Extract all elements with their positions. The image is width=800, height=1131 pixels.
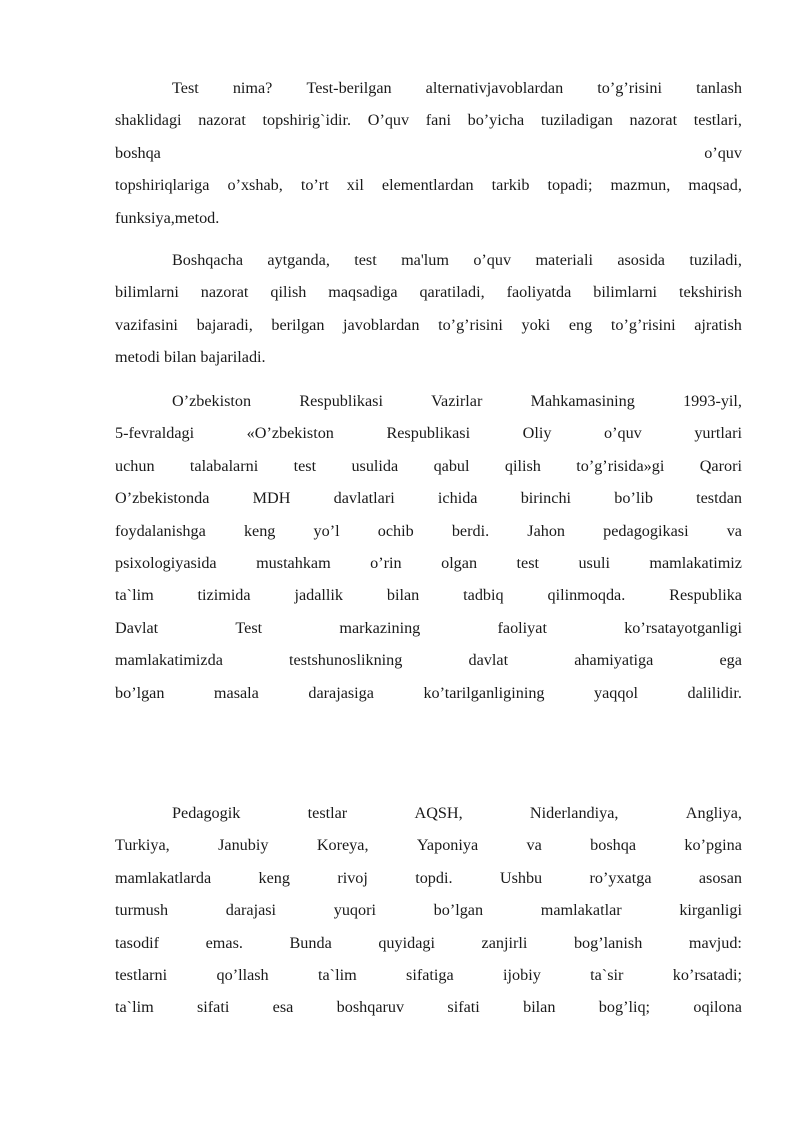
paragraph-line: Davlat Test markazining faoliyat ko’rsatayotganligi [115, 618, 742, 637]
paragraph-line: ta`lim tizimida jadallik bilan tadbiq qilinmoqda. Respublika [115, 586, 742, 605]
paragraph-line: tasodif emas. Bunda quyidagi zanjirli bog’lanish mavjud: [115, 933, 742, 952]
paragraph-line: Turkiya, Janubiy Koreya, Yaponiya va boshqa ko’pgina [115, 836, 742, 855]
paragraph-3 [115, 385, 742, 709]
paragraph-line: Test nima? Test-berilgan alternativjavoblardan to’g’risini tanlash [172, 79, 742, 97]
paragraph-line: funksiya,metod. [115, 208, 220, 227]
paragraph-line: bo’lgan masala darajasiga ko’tarilganligining yaqqol dalilidir. [115, 683, 742, 702]
paragraph-line: shaklidagi nazorat topshirig`idir. O’quv fani bo’yicha tuziladigan nazorat testlari, [115, 111, 742, 130]
paragraph-line: O’zbekiston Respublikasi Vazirlar Mahkamasining 1993-yil, [172, 392, 742, 410]
paragraph-line: testlarni qo’llash ta`lim sifatiga ijobiy ta`sir ko’rsatadi; [115, 965, 742, 984]
paragraph-line: foydalanishga keng yo’l ochib berdi. Jahon pedagogikasi va [115, 521, 742, 540]
paragraph-line: mamlakatlarda keng rivoj topdi. Ushbu ro’yxatga asosan [115, 868, 742, 887]
paragraph-line: bilimlarni nazorat qilish maqsadiga qaratiladi, faoliyatda bilimlarni tekshirish [115, 283, 742, 302]
paragraph-line: Pedagogik testlar AQSH, Niderlandiya, Angliya, [172, 804, 742, 822]
paragraph-4 [115, 797, 742, 1024]
paragraph-1 [115, 72, 742, 234]
paragraph-line: boshqa o’quv [115, 143, 742, 162]
paragraph-line: uchun talabalarni test usulida qabul qilish to’g’risida»gi Qarori [115, 456, 742, 475]
paragraph-line: topshiriqlariga o’xshab, to’rt xil elementlardan tarkib topadi; mazmun, maqsad, [115, 176, 742, 195]
paragraph-line: psixologiyasida mustahkam o’rin olgan test usuli mamlakatimiz [115, 553, 742, 572]
paragraph-line: mamlakatimizda testshunoslikning davlat ahamiyatiga ega [115, 651, 742, 670]
paragraph-line: vazifasini bajaradi, berilgan javoblardan to’g’risini yoki eng to’g’risini ajratish [115, 315, 742, 334]
paragraph-line: turmush darajasi yuqori bo’lgan mamlakatlar kirganligi [115, 901, 742, 920]
paragraph-line: O’zbekistonda MDH davlatlari ichida birinchi bo’lib testdan [115, 489, 742, 508]
paragraph-line: 5-fevraldagi «O’zbekiston Respublikasi Oliy o’quv yurtlari [115, 424, 742, 443]
paragraph-2 [115, 244, 742, 374]
paragraph-line: metodi bilan bajariladi. [115, 348, 266, 367]
paragraph-line: Boshqacha aytganda, test ma'lum o’quv materiali asosida tuziladi, [172, 251, 742, 269]
paragraph-line: ta`lim sifati esa boshqaruv sifati bilan bog’liq; oqilona [115, 998, 742, 1017]
